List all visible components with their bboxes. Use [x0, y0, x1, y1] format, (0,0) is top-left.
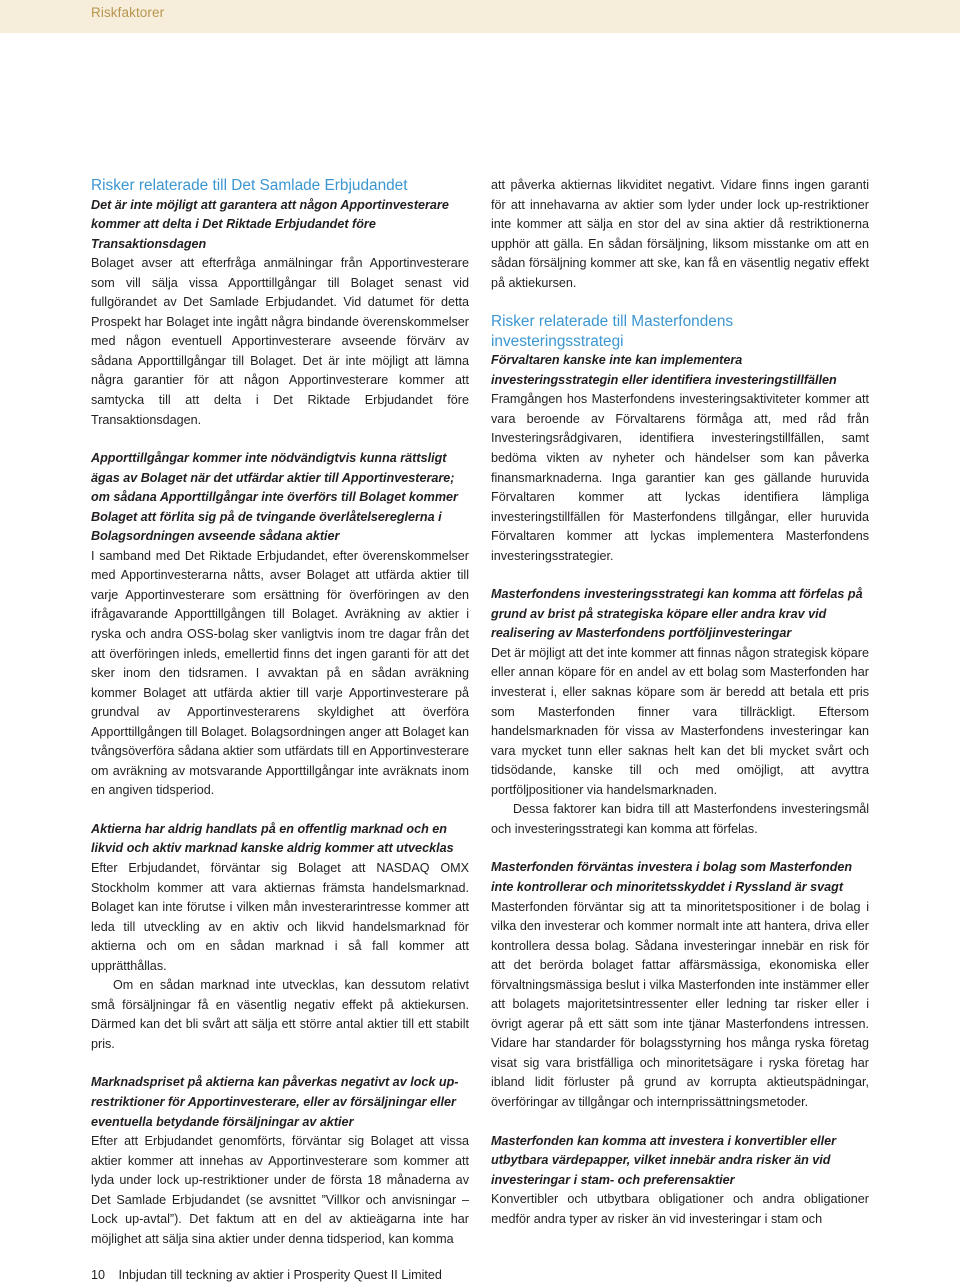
subheading-apporttillgangar: Apporttillgångar kommer inte nödvändigtvis kunna rättsligt ägas av Bolaget när det utfärdar aktier till Apportinvesterare; om sådana Apporttillgångar inte överförs till Bolaget kommer Bolaget att förlita sig på de tvingande överlåtelsereglerna i Bolagsordningen avseende sådana aktier — [91, 451, 458, 544]
heading-offer-risks: Risker relaterade till Det Samlade Erbjudandet — [91, 177, 408, 194]
paragraph: Masterfonden förväntar sig att ta minoritetspositioner i de bolag i vilka den investerar och kommer normalt inte att hantera, driva eller kontrollera dessa bolag. Sådana investeringar innebär en risk för att det berörda bolaget fattar affärsmässiga, ekonomiska eller förvaltningsmässiga beslut i vilka Masterfonden inte instämmer eller att bolagets majoritetsintressenter eller ledning tar risker eller i övrigt agerar på ett sätt som inte tjänar Masterfondens intressen. Vidare har standarder för bolagsstyrning hos många ryska företag visat sig vara bristfälliga och minoritetsägare i ryska företag har ibland lidit förluster på grund av korrupta aktieutspädningar, överföringar av tillgångar och internprissättningsmetoder. — [491, 899, 869, 1109]
left-column — [91, 176, 469, 1249]
subheading-market-price: Marknadspriset på aktierna kan påverkas negativt av lock up-restriktioner för Apportinvesterare, eller av försäljningar eller eventuella betydande försäljningar av aktier — [91, 1075, 459, 1129]
paragraph: Efter Erbjudandet, förväntar sig Bolaget att NASDAQ OMX Stockholm kommer att vara aktiernas främsta handelsmarknad. Bolaget kan inte förutse i vilken mån investerarintresse kommer att leda till utveckling av en aktiv och likvid handelsmarknad för aktierna och om en sådan marknad i så fall kommer att upprätthållas. — [91, 861, 469, 973]
subheading-market-liquidity: Aktierna har aldrig handlats på en offentlig marknad och en likvid och aktiv marknad kanske aldrig kommer att utvecklas — [91, 821, 454, 856]
section-label: Riskfaktorer — [91, 5, 165, 20]
paragraph: Om en sådan marknad inte utvecklas, kan dessutom relativt små försäljningar få en väsentlig negativ effekt på aktiekursen. Därmed kan det bli svårt att sälja ett större antal aktier till ett stabilt pris. — [91, 978, 469, 1051]
footer-title: Inbjudan till teckning av aktier i Prosperity Quest II Limited — [118, 1268, 442, 1282]
subheading-apportinvesterare-guarantee: Det är inte möjligt att garantera att någon Apportinvesterare kommer att delta i Det Riktade Erbjudandet före Transaktionsdagen — [91, 197, 449, 251]
subheading-manager-strategy: Förvaltaren kanske inte kan implementera investeringsstrategin eller identifiera investeringstillfällen — [491, 353, 837, 387]
paragraph: Bolaget avser att efterfråga anmälningar från Apportinvesterare som vill sälja vissa Apporttillgångar till Bolaget senast vid fullgörandet av Det Samlade Erbjudandet. Vid datumet för detta Prospekt har Bolaget inte ingått några bindande överenskommelser med någon eventuell Apportinvesterare avseende förvärv av sådana Apporttillgångar till Bolaget. Det är inte möjligt att lämna några garantier för att någon Apportinvesterare kommer att samtycka till att delta i Det Riktade Erbjudandet före Transaktionsdagen. — [91, 256, 469, 427]
page-footer — [91, 1268, 442, 1282]
subheading-strategy-failure: Masterfondens investeringsstrategi kan komma att förfelas på grund av brist på strategiska köpare eller andra krav vid realisering av Masterfondens portföljinvesteringar — [491, 587, 863, 641]
paragraph: att påverka aktiernas likviditet negativt. Vidare finns ingen garanti för att innehavarna av aktier som lyder under lock up-restriktioner inte kommer att sälja en stor del av sina aktier då restriktionerna upphör att gälla. En sådan försäljning, liksom misstanke om att en sådan försäljning kommer att ske, kan få en väsentlig negativ effekt på aktiekursen. — [491, 178, 869, 290]
heading-strategy-risks: Risker relaterade till Masterfondens investeringsstrategi — [491, 313, 734, 350]
paragraph: I samband med Det Riktade Erbjudandet, efter överenskommelser med Apportinvesterarna nåtts, avser Bolaget att utfärda aktier till varje Apportinvesterare som ersättning för överföringen av den ifrågavarande Apporttillgången till Bolaget. Avräkning av aktier i ryska och andra OSS-bolag sker vanligtvis inom tre dagar från det att överföringen inleds, emellertid finns det ingen garanti för att det sker inom den tidsramen. I avvaktan på en sådan avräkning kommer Bolaget att utfärda aktier till varje Apportinvesterare på grundval av Apportinvesterarens skyldighet att överföra Apporttillgången till Bolaget. Bolagsordningen anger att Bolaget kan tvångsöverföra sådana aktier som utfärdats till en Apportinvesterare om avräkning av motsvarande Apporttillgångar inte avräknats inom en angiven tidsperiod. — [91, 548, 469, 798]
section-header-bar — [0, 0, 960, 33]
paragraph: Framgången hos Masterfondens investeringsaktiviteter kommer att vara beroende av Förvaltarens förmåga att, med råd från Investeringsrådgivaren, identifiera investeringstillfällen, samt bedöma vikten av nyheter och händelser som kan påverka finansmarknaderna. Inga garantier kan ges gällande huruvida Förvaltaren kommer att lyckas identifiera lämpliga investeringstillfällen för Masterfondens tillgångar, eller huruvida Förvaltaren kommer att lyckas implementera Masterfondens investeringsstrategier. — [491, 392, 869, 563]
paragraph: Efter att Erbjudandet genomförts, förväntar sig Bolaget att vissa aktier kommer att innehas av Apportinvesterare som kommer att lyda under lock up-restriktioner under de första 18 månaderna av Det Samlade Erbjudandet (se avsnittet ”Villkor och anvisningar – Lock up-avtal”). Det faktum att en del av aktieägarna inte har möjlighet att sälja sina aktier under denna tidsperiod, kan komma — [91, 1134, 469, 1246]
paragraph: Det är möjligt att det inte kommer att finnas någon strategisk köpare eller annan köpare för en andel av ett bolag som Masterfonden har investerat i, eller saknas köpare som är beredd att betala ett pris som Masterfonden finner vara tillräckligt. Eftersom handelsmarknaden för vissa av Masterfondens investeringar kan vara mycket tunn eller saknas helt kan det bli mycket svårt och tidsödande, kanske till och med omöjligt, att avyttra portföljpositioner via handelsmarknaden. — [491, 645, 869, 797]
paragraph: Konvertibler och utbytbara obligationer och andra obligationer medför andra typer av risker än vid investeringar i stam och — [491, 1192, 869, 1226]
subheading-minority-protection: Masterfonden förväntas investera i bolag som Masterfonden inte kontrollerar och minoritetsskyddet i Ryssland är svagt — [491, 860, 853, 894]
subheading-convertibles: Masterfonden kan komma att investera i konvertibler eller utbytbara värdepapper, vilket innebär andra risker än vid investeringar i stam- och preferensaktier — [491, 1133, 837, 1187]
page-number: 10 — [91, 1268, 106, 1282]
right-column — [491, 176, 869, 1229]
paragraph: Dessa faktorer kan bidra till att Masterfondens investeringsmål och investeringsstrategi kan komma att förfelas. — [491, 802, 869, 836]
